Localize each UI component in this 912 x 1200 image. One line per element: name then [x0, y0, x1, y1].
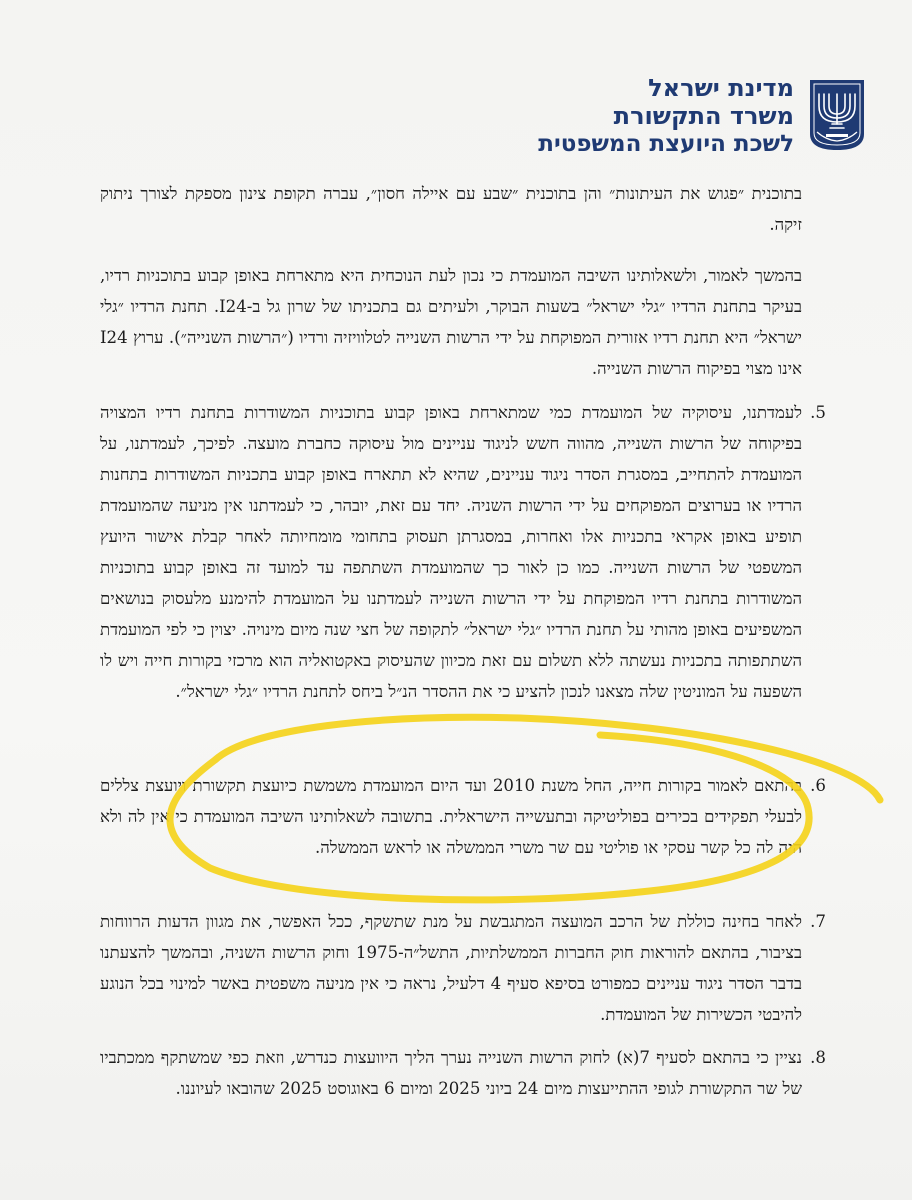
letterhead-office: לשכת היועצת המשפטית	[538, 131, 794, 157]
paragraph-5: לעמדתנו, עיסוקיה של המועמדת כמי שמתארחת באופן קבוע בתוכניות המשודרות בתחנת רדיו המצויה בפיקוחה של הרשות השנייה, מהווה חשש לניגוד עניינים מול עיסוקה כחברת מועצה. לפיכך, לעמדתנו, על המועמדת להתחייב, במסגרת הסדר ניגוד עניינים, שהיא לא תתארח באופן קבוע בתכניות המשודרות בתחנות הרדיו או בערוצים המפוקחים על ידי הרשות השניה. יחד עם זאת, יובהר, כי לעמדתנו אין מניעה שהמועמדת תופיע באופן אקראי בתכניות אלו ואחרות, במסגרתן תעסוק בתחומי מומחיותה לאחר קבלת אישור היועץ המשפטי של הרשות השנייה. כמו כן לאור כך שהמועמדת השתתפה עד למועד זה באופן קבוע בתוכניות המשודרות בתחנת רדיו המפוקחת על ידי הרשות השנייה לעמדתנו על המועמדת להימנע מלעסוק בנושאים המשפיעים באופן מהותי על תחנת הרדיו ״גלי ישראל״ לתקופה של חצי שנה מיום מינויה. יצוין כי לפי המועמדת השתתפותה בתכניות נעשתה ללא תשלום עם זאת מכיוון שהעיסוק באקטואליה הוא מרכזי בקורות חייה ויש לו השפעה על המוניטין שלה מצאנו לנכון להציע כי את ההסדר הנ״ל ביחס לתחנת הרדיו ״גלי ישראל״.	[100, 403, 802, 701]
letterhead-state: מדינת ישראל	[648, 74, 794, 102]
paragraph-7: לאחר בחינה כוללת של הרכב המועצה המתגבשת על מנת שתשקף, ככל האפשר, את מגוון הדעות הרווחות בציבור, בהתאם להוראות חוק החברות הממשלתיות, התשל״ה-1975 וחוק הרשות השניה, ובהמשך להצעתנו בדבר הסדר ניגוד עניינים כמפורט בסיפא סעיף 4 דלעיל, נראה כי אין מניעה משפטית באשר למינוי בכל הנוגע להיבטי הכשירות של המועמדת.	[100, 912, 802, 1024]
paragraph-number: .5	[810, 403, 826, 422]
paragraph-unnumbered: בהמשך לאמור, ולשאלותינו השיבה המועמדת כי נכון לעת הנוכחית היא מתארחת באופן קבוע בתוכניות רדיו, בעיקר בתחנת הרדיו ״גלי ישראל״ בשעות הבוקר, ולעיתים גם בתכניתו של שרון גל ב-I24. תחנת הרדיו ״גלי ישראל״ היא תחנת רדיו אזורית המפוקחת על ידי הרשות השנייה לטלוויזיה ורדיו (״הרשות השנייה״). ערוץ I24 אינו מצוי בפיקוח הרשות השנייה.	[100, 266, 802, 378]
paragraph-continuation: בתוכנית ״פגוש את העיתונות״ והן בתוכנית ״שבע עם איילה חסון״, עברה תקופת צינון מספקת לצורך ניתוק זיקה.	[100, 184, 802, 234]
paragraph-8: נציין כי בהתאם לסעיף 7(א) לחוק הרשות השנייה נערך הליך היוועצות כנדרש, וזאת כפי שמשתקף ממכתביו של שר התקשורת לגופי ההתייעצות מיום 24 ביוני 2025 ומיום 6 באוגוסט 2025 שהובאו לעיוננו.	[100, 1048, 802, 1098]
letterhead-ministry: משרד התקשורת	[613, 102, 794, 130]
paragraph-number: .7	[810, 912, 826, 931]
letterhead	[374, 74, 794, 158]
state-of-israel-emblem-icon	[808, 78, 866, 152]
paragraph-number: .8	[810, 1048, 826, 1067]
paragraph-6: בהתאם לאמור בקורות חייה, החל משנת 2010 ועד היום המועמדת משמשת כיועצת תקשורת ויועצת צללים לבעלי תפקידים בכירים בפוליטיקה ובתעשייה הישראלית. בתשובה לשאלותינו השיבה המועמדת כי אין לה ולא היה לה כל קשר עסקי או פוליטי עם שר משרי הממשלה או לראש הממשלה.	[100, 776, 802, 857]
paragraph-number: .6	[810, 776, 826, 795]
